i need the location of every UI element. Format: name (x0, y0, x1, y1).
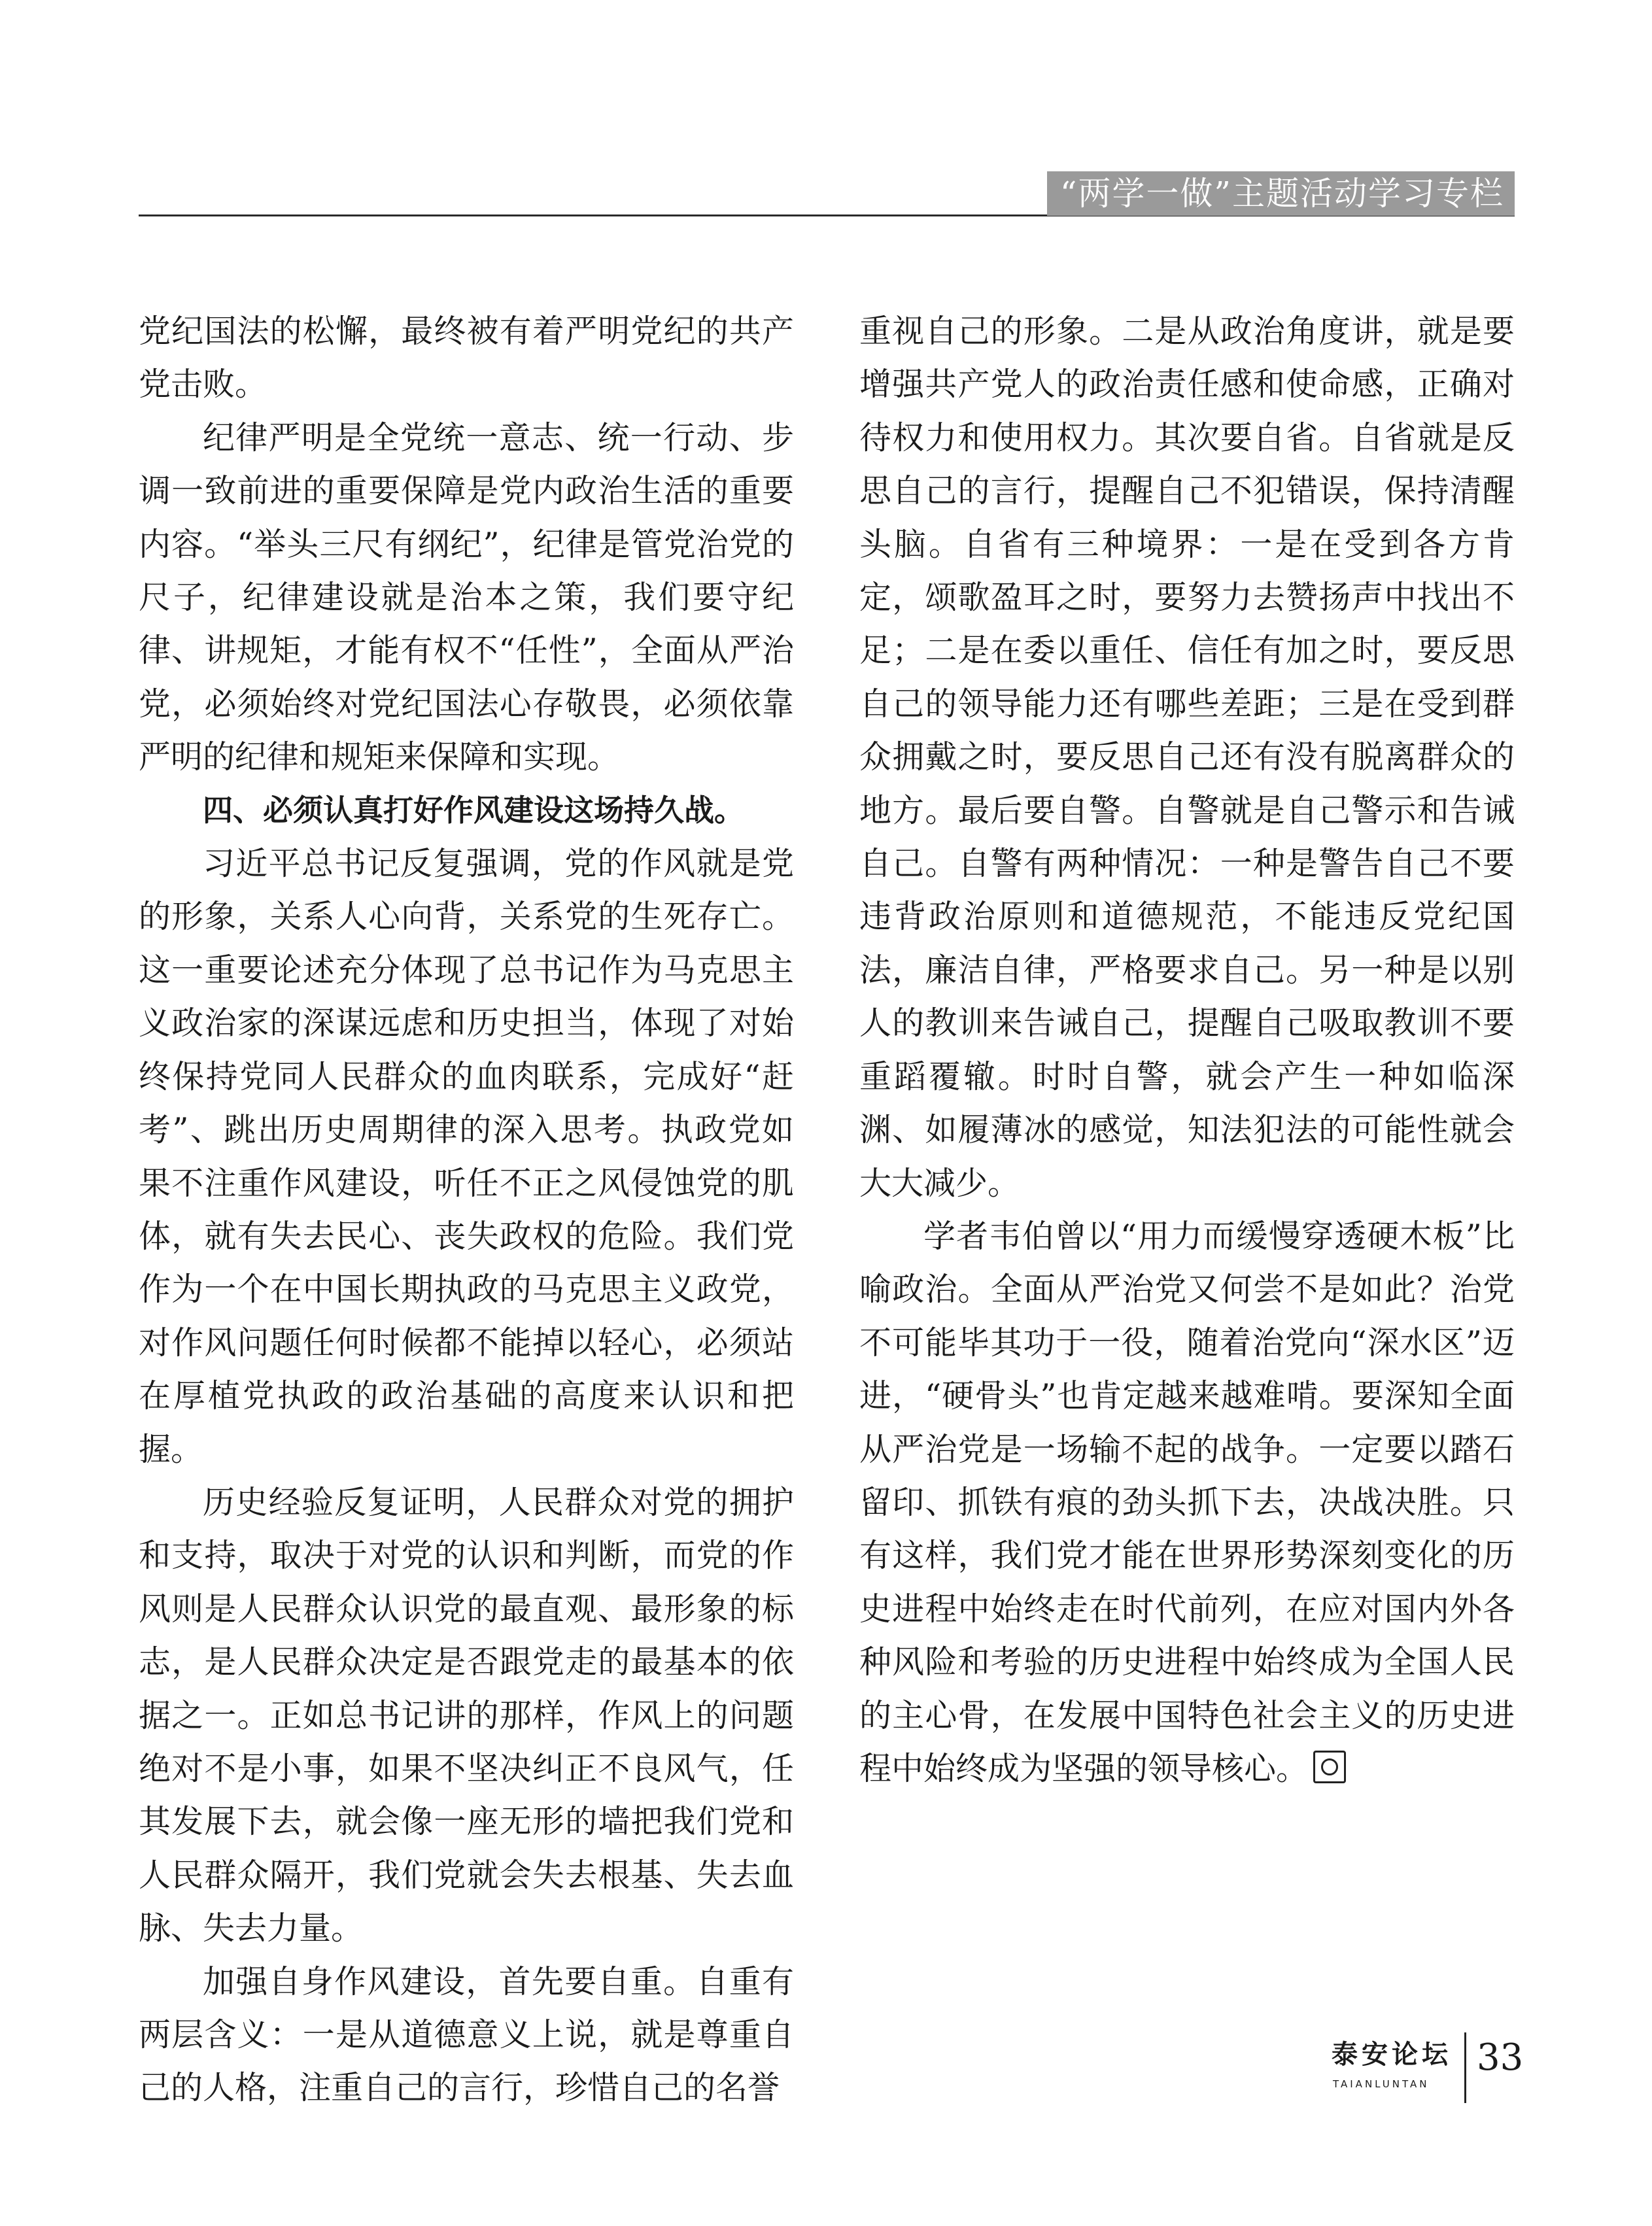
paragraph: 加强自身作风建设，首先要自重。自重有两层含义：一是从道德意义上说，就是尊重自己的人格，注重自己的言行，珍惜自己的名誉 (139, 1962, 794, 2107)
section-heading: 四、必须认真打好作风建设这场持久战。 (203, 792, 744, 828)
page-footer (1332, 2032, 1528, 2104)
paragraph-text: 学者韦伯曾以“用力而缓慢穿透硬木板”比喻政治。全面从严治党又何尝不是如此？治党不可能毕其功于一役，随着治党向“深水区”迈进，“硬骨头”也肯定越来越难啃。要深知全面从严治党是一场输不起的战争。一定要以踏石留印、抓铁有痕的劲头抓下去，决战决胜。只有这样，我们党才能在世界形势深刻变化的历史进程中始终走在时代前列，在应对国内外各种风险和考验的历史进程中始终成为全国人民的主心骨，在发展中国特色社会主义的历史进程中始终成为坚强的领导核心。 (859, 1217, 1515, 1787)
paragraph: 重视自己的形象。二是从政治角度讲，就是要增强共产党人的政治责任感和使命感，正确对待权力和使用权力。其次要自省。自省就是反思自己的言行，提醒自己不犯错误，保持清醒头脑。自省有三种境界：一是在受到各方肯定，颂歌盈耳之时，要努力去赞扬声中找出不足；二是在委以重任、信任有加之时，要反思自己的领导能力还有哪些差距；三是在受到群众拥戴之时，要反思自己还有没有脱离群众的地方。最后要自警。自警就是自己警示和告诫自己。自警有两种情况：一种是警告自己不要违背政治原则和道德规范，不能违反党纪国法，廉洁自律，严格要求自己。另一种是以别人的教训来告诫自己，提醒自己吸取教训不要重蹈覆辙。时时自警，就会产生一种如临深渊、如履薄冰的感觉，知法犯法的可能性就会大大减少。 (859, 313, 1515, 1202)
end-mark-icon (1313, 1751, 1346, 1783)
paragraph: 历史经验反复证明，人民群众对党的拥护和支持，取决于对党的认识和判断，而党的作风则是人民群众认识党的最直观、最形象的标志，是人民群众决定是否跟党走的最基本的依据之一。正如总书记讲的那样，作风上的问题绝对不是小事，如果不坚决纠正不良风气，任其发展下去，就会像一座无形的墙把我们党和人民群众隔开，我们党就会失去根基、失去血脉、失去力量。 (139, 1483, 794, 1947)
paragraph: 党纪国法的松懈，最终被有着严明党纪的共产党击败。 (139, 313, 794, 403)
paragraph-last (859, 1210, 1515, 1795)
page-number: 33 (1477, 2036, 1524, 2079)
publication-name: 泰安论坛 (1332, 2040, 1452, 2070)
footer-divider (1464, 2032, 1466, 2103)
paragraph: 纪律严明是全党统一意志、统一行动、步调一致前进的重要保障是党内政治生活的重要内容。“举头三尺有纲纪”，纪律是管党治党的尺子，纪律建设就是治本之策，我们要守纪律、讲规矩，才能有权不“任性”，全面从严治党，必须始终对党纪国法心存敬畏，必须依靠严明的纪律和规矩来保障和实现。 (139, 419, 794, 776)
right-column (859, 305, 1515, 1795)
paragraph: 习近平总书记反复强调，党的作风就是党的形象，关系人心向背，关系党的生死存亡。这一重要论述充分体现了总书记作为马克思主义政治家的深谋远虑和历史担当，体现了对始终保持党同人民群众的血肉联系，完成好“赶考”、跳出历史周期律的深入思考。执政党如果不注重作风建设，听任不正之风侵蚀党的肌体，就有失去民心、丧失政权的危险。我们党作为一个在中国长期执政的马克思主义政党，对作风问题任何时候都不能掉以轻心，必须站在厚植党执政的政治基础的高度来认识和把握。 (139, 845, 794, 1468)
column-label: “两学一做”主题活动学习专栏 (1047, 171, 1515, 216)
left-column (139, 305, 794, 2115)
publication-pinyin: TAIANLUNTAN (1333, 2078, 1430, 2090)
